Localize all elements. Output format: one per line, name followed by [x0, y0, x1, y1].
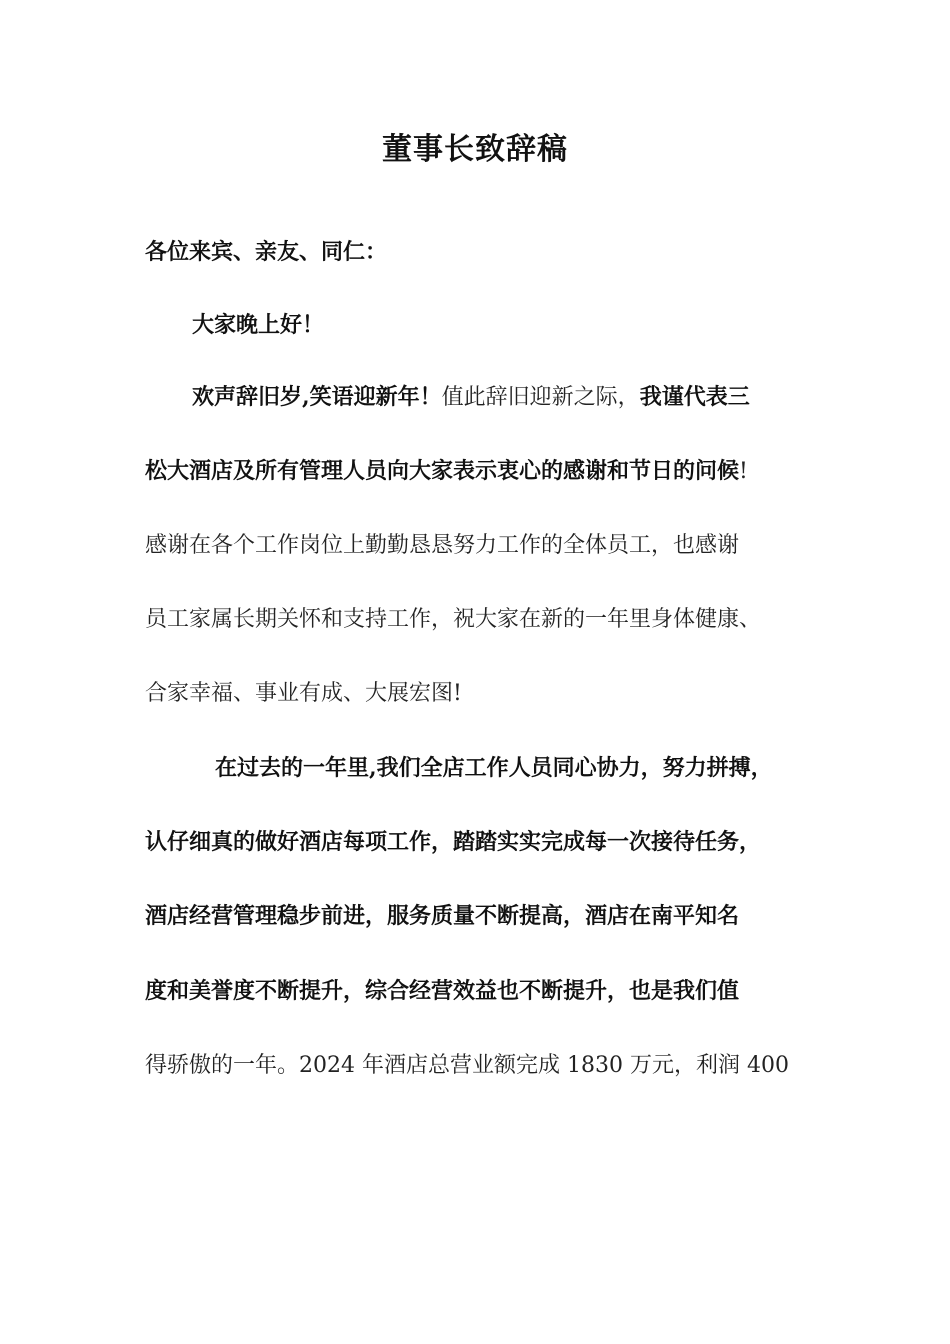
document-title: 董事长致辞稿 [382, 132, 568, 167]
para1-line1-part-c: 我谨代表三 [639, 384, 750, 410]
para2-line4: 度和美誉度不断提升，综合经营效益也不断提升，也是我们值 [145, 978, 740, 1004]
para2-line1: 在过去的一年里,我们全店工作人员同心协力，努力拼搏， [215, 755, 773, 781]
para1-line1-part-a: 欢声辞旧岁,笑语迎新年！ [192, 384, 442, 410]
para2-line3: 酒店经营管理稳步前进，服务质量不断提高，酒店在南平知名 [145, 903, 740, 929]
para1-line3: 感谢在各个工作岗位上勤勤恳恳努力工作的全体员工，也感谢 [145, 533, 740, 558]
greeting: 大家晚上好！ [192, 312, 325, 338]
para2-line2: 认仔细真的做好酒店每项工作，踏踏实实完成每一次接待任务， [145, 829, 762, 855]
salutation: 各位来宾、亲友、同仁： [145, 239, 388, 265]
para1-line1-part-b: 值此辞旧迎新之际， [441, 385, 640, 410]
para1-line4: 员工家属长期关怀和支持工作，祝大家在新的一年里身体健康、 [145, 607, 762, 632]
para1-line2-end: ! [739, 459, 748, 484]
para1-line2-text: 松大酒店及所有管理人员向大家表示衷心的感谢和节日的问候 [145, 458, 740, 484]
para1-line1 [192, 381, 750, 414]
para2-line5: 得骄傲的一年。2024 年酒店总营业额完成 1830 万元，利润 400 [145, 1053, 789, 1078]
para1-line2 [145, 455, 748, 488]
para1-line5: 合家幸福、事业有成、大展宏图! [145, 681, 462, 706]
